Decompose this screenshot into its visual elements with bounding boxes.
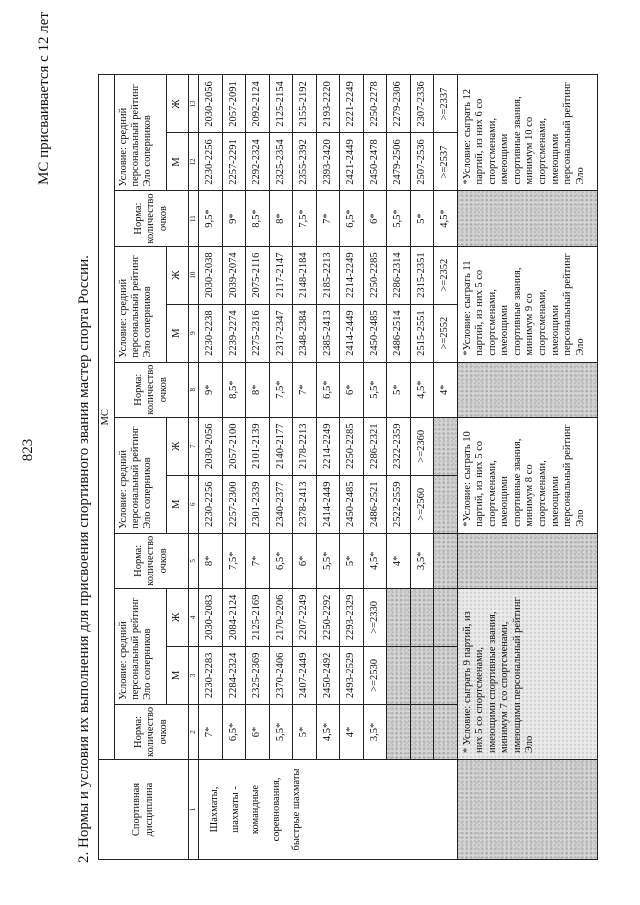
rating-cell: 2230-2283 — [199, 646, 223, 704]
rating-cell: 2479-2506 — [387, 133, 411, 191]
table-row — [293, 75, 317, 860]
women-column-header: Ж — [167, 588, 189, 646]
rating-cell: 2257-2300 — [222, 475, 246, 533]
discipline-line: соревнования, — [270, 777, 282, 842]
column-number-row — [189, 75, 199, 860]
empty-shaded-cell — [410, 588, 434, 646]
rating-cell: 2286-2321 — [363, 417, 387, 475]
rating-cell: 2378-2413 — [293, 475, 317, 533]
rating-cell: 2486-2521 — [363, 475, 387, 533]
discipline-line: шахматы - — [229, 786, 241, 833]
discipline-line: командные — [250, 784, 261, 835]
empty-shaded-cell — [457, 533, 597, 588]
rating-cell: 2030-2083 — [199, 588, 223, 646]
column-number: 3 — [189, 646, 199, 704]
norm-cell: 6* — [363, 191, 387, 246]
norm-cell: 4,5* — [410, 362, 434, 417]
rating-cell: 2275-2316 — [246, 304, 270, 362]
empty-shaded-cell — [434, 475, 458, 533]
norm-cell: 7* — [316, 191, 340, 246]
norm-cell: 8* — [269, 191, 293, 246]
rating-cell: 2170-2206 — [269, 588, 293, 646]
norm-cell: 4* — [340, 704, 364, 759]
empty-shaded-cell — [434, 646, 458, 704]
note-block-1: * Условие: сыграть 9 партий, из них 5 со спортсменами, имеющими спортивные звания, минимум 7 со спортсменами, имеющими персональный рейтинг Эло — [457, 588, 597, 759]
rating-cell: 2117-2147 — [269, 246, 293, 304]
rating-cell: 2250-2292 — [316, 588, 340, 646]
men-column-header: М — [167, 475, 189, 533]
norm-cell: 4,5* — [363, 533, 387, 588]
norm-cell: 4,5* — [434, 191, 458, 246]
norm-cell: 5,5* — [269, 704, 293, 759]
men-column-header: М — [167, 646, 189, 704]
rating-cell: 2450-2478 — [363, 133, 387, 191]
column-number: 1 — [189, 760, 199, 860]
rating-cell: 2030-2056 — [199, 75, 223, 133]
norm-cell: 8* — [246, 362, 270, 417]
norm-cell: 7* — [246, 533, 270, 588]
column-number: 2 — [189, 704, 199, 759]
rating-cell: 2214-2249 — [340, 246, 364, 304]
column-number: 13 — [189, 75, 199, 133]
norm-header: Норма: количество очков — [115, 704, 189, 759]
column-number: 10 — [189, 246, 199, 304]
discipline-header: Спортивная дисциплина — [99, 760, 189, 860]
empty-shaded-cell — [387, 704, 411, 759]
column-number: 5 — [189, 533, 199, 588]
rating-cell: 2084-2124 — [222, 588, 246, 646]
note-block-3: *Условие: сыграть 11 партий, из них 5 со спортсменами, имеющими спортивные звания, минимум 9 со спортсменами, имеющими персональный рейтинг Эло — [457, 246, 597, 362]
rating-cell: 2039-2074 — [222, 246, 246, 304]
norm-header: Норма: количество очков — [115, 533, 189, 588]
section-heading: 2. Нормы и условия их выполнения для присвоения спортивного звания мастер спорта России. — [76, 255, 92, 863]
norm-cell: 4,5* — [316, 704, 340, 759]
norm-cell: 7,5* — [293, 191, 317, 246]
rating-cell: 2450-2492 — [316, 646, 340, 704]
norm-header: Норма: количество очков — [115, 191, 189, 246]
rating-cell: 2185-2213 — [316, 246, 340, 304]
norm-header: Норма: количество очков — [115, 362, 189, 417]
rating-cell: 2279-2306 — [387, 75, 411, 133]
rating-cell: 2355-2392 — [293, 133, 317, 191]
rating-cell: 2450-2485 — [340, 475, 364, 533]
norm-cell: 7* — [199, 704, 223, 759]
rating-cell: 2075-2116 — [246, 246, 270, 304]
norm-cell: 6* — [340, 362, 364, 417]
rating-cell: 2286-2314 — [387, 246, 411, 304]
rating-cell: 2230-2238 — [199, 304, 223, 362]
rating-cell: 2322-2359 — [387, 417, 411, 475]
rating-cell: 2125-2169 — [246, 588, 270, 646]
empty-shaded-cell — [387, 588, 411, 646]
discipline-line: Шахматы, — [209, 786, 220, 833]
rating-cell: 2230-2256 — [199, 133, 223, 191]
note-block-4: *Условие: сыграть 12 партий, из них 6 со спортсменами, имеющими спортивные звания, минимум 10 со спортсменами, имеющими персональный рейтинг Эло — [457, 75, 597, 191]
rating-cell: 2250-2285 — [340, 417, 364, 475]
notes-row — [457, 75, 597, 860]
rating-cell: 2178-2213 — [293, 417, 317, 475]
rating-cell: 2140-2177 — [269, 417, 293, 475]
norm-cell: 6,5* — [222, 704, 246, 759]
rating-condition-header: Условие: средний персональный рейтинг Эло соперников — [115, 417, 167, 533]
table-row — [246, 75, 270, 860]
rating-cell: 2030-2038 — [199, 246, 223, 304]
men-column-header: М — [167, 304, 189, 362]
empty-shaded-cell — [434, 533, 458, 588]
rating-cell: 2301-2339 — [246, 475, 270, 533]
empty-shaded-cell — [434, 417, 458, 475]
empty-shaded-cell — [387, 646, 411, 704]
norm-cell: 8,5* — [222, 362, 246, 417]
norm-cell: 6,5* — [316, 362, 340, 417]
norm-cell: 5,5* — [387, 191, 411, 246]
rating-cell: 2515-2551 — [410, 304, 434, 362]
rating-cell: >=2337 — [434, 75, 458, 133]
rating-cell: 2293-2329 — [340, 588, 364, 646]
rating-condition-header: Условие: средний персональный рейтинг Эло соперников — [115, 588, 167, 704]
column-number: 11 — [189, 191, 199, 246]
table-row — [199, 75, 223, 860]
rating-cell: 2057-2100 — [222, 417, 246, 475]
norm-cell: 7,5* — [269, 362, 293, 417]
rating-condition-header: Условие: средний персональный рейтинг Эло соперников — [115, 75, 167, 191]
rating-cell: 2325-2354 — [269, 133, 293, 191]
rating-cell: >=2552 — [434, 304, 458, 362]
rating-cell: >=2352 — [434, 246, 458, 304]
rating-cell: 2325-2369 — [246, 646, 270, 704]
rating-cell: 2125-2154 — [269, 75, 293, 133]
empty-shaded-cell — [457, 191, 597, 246]
rating-cell: >=2330 — [363, 588, 387, 646]
age-condition-title: МС присваивается с 12 лет — [36, 12, 52, 185]
rating-cell: 2393-2420 — [316, 133, 340, 191]
rating-cell: 2317-2347 — [269, 304, 293, 362]
empty-shaded-cell — [410, 704, 434, 759]
table-row — [340, 75, 364, 860]
table-row — [434, 75, 458, 860]
rating-cell: 2207-2249 — [293, 588, 317, 646]
rating-cell: 2250-2285 — [363, 246, 387, 304]
norm-cell: 5* — [340, 533, 364, 588]
rating-cell: 2315-2351 — [410, 246, 434, 304]
column-number: 8 — [189, 362, 199, 417]
rating-cell: >=2537 — [434, 133, 458, 191]
note-block-2: *Условие: сыграть 10 партий, из них 5 со спортсменами, имеющими спортивные звания, минимум 8 со спортсменами, имеющими персональный рейтинг Эло — [457, 417, 597, 533]
discipline-cell — [199, 760, 458, 860]
rating-cell: 2250-2278 — [363, 75, 387, 133]
men-column-header: М — [167, 133, 189, 191]
page-number: 823 — [20, 438, 36, 462]
rating-cell: 2257-2291 — [222, 133, 246, 191]
rating-cell: 2486-2514 — [387, 304, 411, 362]
norm-cell: 9* — [222, 191, 246, 246]
rating-cell: 2239-2274 — [222, 304, 246, 362]
norm-cell: 6* — [246, 704, 270, 759]
norm-cell: 5,5* — [316, 533, 340, 588]
rating-cell: 2414-2449 — [340, 304, 364, 362]
table-row — [269, 75, 293, 860]
norm-cell: 9,5* — [199, 191, 223, 246]
rating-cell: 2030-2056 — [199, 417, 223, 475]
table-row — [387, 75, 411, 860]
rating-cell: 2421-2449 — [340, 133, 364, 191]
women-column-header: Ж — [167, 75, 189, 133]
norm-cell: 7,5* — [222, 533, 246, 588]
norm-cell: 6,5* — [269, 533, 293, 588]
rating-cell: 2214-2249 — [316, 417, 340, 475]
rating-cell: 2507-2536 — [410, 133, 434, 191]
discipline-line: быстрые шахматы — [291, 768, 302, 851]
column-number: 6 — [189, 475, 199, 533]
empty-shaded-cell — [457, 362, 597, 417]
empty-shaded-cell — [434, 588, 458, 646]
norm-cell: 8* — [199, 533, 223, 588]
column-number: 4 — [189, 588, 199, 646]
rating-cell: 2193-2220 — [316, 75, 340, 133]
rating-cell: 2101-2139 — [246, 417, 270, 475]
table-row — [316, 75, 340, 860]
rating-cell: 2493-2529 — [340, 646, 364, 704]
norm-cell: 5* — [293, 704, 317, 759]
norm-cell: 6* — [293, 533, 317, 588]
norm-cell: 3,5* — [410, 533, 434, 588]
rating-cell: 2092-2124 — [246, 75, 270, 133]
rating-cell: 2155-2192 — [293, 75, 317, 133]
norm-cell: 7* — [293, 362, 317, 417]
rating-cell: 2221-2249 — [340, 75, 364, 133]
women-column-header: Ж — [167, 417, 189, 475]
rating-cell: 2057-2091 — [222, 75, 246, 133]
rating-cell: 2450-2485 — [363, 304, 387, 362]
table-body — [199, 75, 458, 860]
rating-cell: 2370-2406 — [269, 646, 293, 704]
rating-cell: >=2560 — [410, 475, 434, 533]
norm-cell: 5* — [387, 362, 411, 417]
rating-cell: 2340-2377 — [269, 475, 293, 533]
rating-cell: 2385-2413 — [316, 304, 340, 362]
rating-condition-header: Условие: средний персональный рейтинг Эло соперников — [115, 246, 167, 362]
column-number: 12 — [189, 133, 199, 191]
table-row — [363, 75, 387, 860]
norm-cell: 4* — [387, 533, 411, 588]
rating-cell: >=2530 — [363, 646, 387, 704]
rating-cell: 2307-2336 — [410, 75, 434, 133]
rating-cell: 2407-2449 — [293, 646, 317, 704]
norm-cell: 5* — [410, 191, 434, 246]
rating-cell: 2414-2449 — [316, 475, 340, 533]
norm-cell: 4* — [434, 362, 458, 417]
column-number: 7 — [189, 417, 199, 475]
empty-shaded-cell — [457, 760, 597, 860]
empty-shaded-cell — [410, 646, 434, 704]
norm-cell: 9* — [199, 362, 223, 417]
norm-cell: 8,5* — [246, 191, 270, 246]
rating-cell: >=2360 — [410, 417, 434, 475]
rating-cell: 2292-2324 — [246, 133, 270, 191]
rating-cell: 2348-2384 — [293, 304, 317, 362]
rating-cell: 2230-2256 — [199, 475, 223, 533]
table-row — [222, 75, 246, 860]
column-number: 9 — [189, 304, 199, 362]
norm-cell: 5,5* — [363, 362, 387, 417]
norm-cell: 6,5* — [340, 191, 364, 246]
ms-title: МС — [99, 75, 115, 760]
rating-cell: 2284-2324 — [222, 646, 246, 704]
empty-shaded-cell — [434, 704, 458, 759]
rating-cell: 2148-2184 — [293, 246, 317, 304]
women-column-header: Ж — [167, 246, 189, 304]
norm-cell: 3,5* — [363, 704, 387, 759]
table-row — [410, 75, 434, 860]
ms-norms-table — [98, 75, 598, 861]
rating-cell: 2522-2559 — [387, 475, 411, 533]
